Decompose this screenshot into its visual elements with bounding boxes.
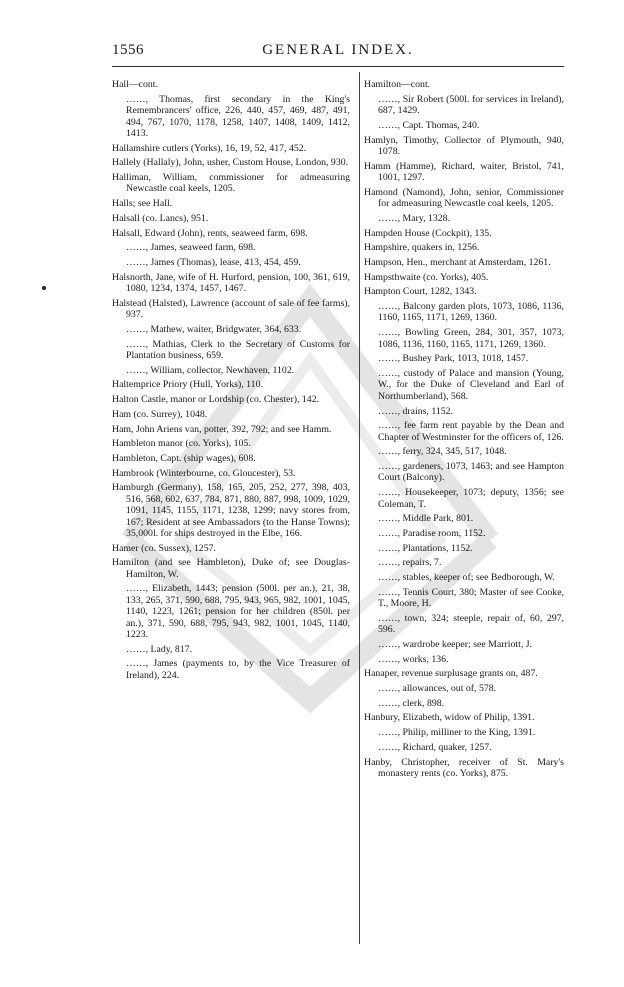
index-entry: Halton Castle, manor or Lordship (co. Chester), 142. bbox=[112, 394, 320, 406]
index-entry: Halls; see Hall. bbox=[112, 198, 173, 210]
index-entry: ……, Elizabeth, 1443; pension (500l. per an.), 21, 38, 133, 265, 371, 590, 688, 795, 943, 965, 982, 1001, 1045, 1140, 1223, 1261; pension for her children (850l. per an.), 371, 590, 688, 795, 943, 982, 1001, 1045, 1140, 1223. bbox=[126, 583, 350, 641]
index-entry: Halsall, Edward (John), rents, seaweed farm, 698. bbox=[112, 227, 308, 239]
index-entry: Hambrook (Winterbourne, co. Gloucester), 53. bbox=[112, 467, 296, 479]
page-number: 1556 bbox=[112, 42, 144, 58]
index-entry: Hampshire, quakers in, 1256. bbox=[364, 242, 480, 254]
index-entry: Halsall (co. Lancs), 951. bbox=[112, 212, 209, 224]
index-entry: ……, Paradise room, 1152. bbox=[378, 527, 486, 539]
index-entry: ……, clerk, 898. bbox=[378, 697, 445, 709]
left-column bbox=[112, 79, 350, 685]
index-entry: ……, Bowling Green, 284, 301, 357, 1073, 1086, 1136, 1160, 1165, 1171, 1269, 1360. bbox=[378, 327, 564, 350]
index-entry: ……, town, 324; steeple, repair of, 60, 297, 596. bbox=[378, 612, 564, 636]
margin-mark bbox=[42, 286, 46, 290]
right-column bbox=[364, 79, 564, 783]
index-entry: ……, William, collector, Newhaven, 1102. bbox=[126, 364, 295, 376]
index-entry: ……, ferry, 324, 345, 517, 1048. bbox=[378, 446, 507, 458]
index-entry: ……, Tennis Court, 380; Master of see Cooke, T., Moore, H. bbox=[378, 586, 564, 610]
column-divider bbox=[359, 72, 360, 944]
index-entry: Ham, John Ariens van, potter, 392, 792; and see Hamm. bbox=[112, 423, 332, 435]
index-entry: Ham (co. Surrey), 1048. bbox=[112, 408, 208, 420]
index-entry: ……, Bushey Park, 1013, 1018, 1457. bbox=[378, 353, 529, 365]
index-entry: Hamilton—cont. bbox=[364, 79, 431, 90]
index-entry: ……, custody of Palace and mansion (Young, W., for the Duke of Cleveland and Earl of Northumberland), 568. bbox=[378, 367, 564, 402]
index-entry: ……, Philip, milliner to the King, 1391. bbox=[378, 727, 536, 739]
index-entry: Hallely (Hallaly), John, usher, Custom House, London, 930. bbox=[112, 157, 349, 169]
index-entry: ……, Housekeeper, 1073; deputy, 1356; see Coleman, T. bbox=[378, 487, 564, 510]
index-entry: Hampsthwaite (co. Yorks), 405. bbox=[364, 271, 489, 283]
index-entry: Hambleton manor (co. Yorks), 105. bbox=[112, 438, 251, 450]
index-entry: Hamilton (and see Hambleton), Duke of; see Douglas-Hamilton, W. bbox=[112, 557, 350, 580]
index-entry: Halliman, William, commissioner for admeasuring Newcastle coal keels, 1205. bbox=[112, 172, 350, 195]
index-entry: ……, Sir Robert (500l. for services in Ireland), 687, 1429. bbox=[378, 93, 564, 117]
header-rule bbox=[112, 66, 564, 67]
index-entry: Haltemprice Priory (Hull, Yorks), 110. bbox=[112, 379, 263, 391]
index-entry: ……, Capt. Thomas, 240. bbox=[378, 119, 480, 131]
index-entry: ……, Middle Park, 801. bbox=[378, 513, 474, 525]
index-entry: ……, drains, 1152. bbox=[378, 405, 454, 417]
index-entry: Halstead (Halsted), Lawrence (account of sale of fee farms), 937. bbox=[112, 297, 350, 321]
index-entry: ……, Plantations, 1152. bbox=[378, 542, 473, 554]
index-entry: Hamond (Namond), John, senior, Commissioner for admeasuring Newcastle coal keels, 1205. bbox=[364, 186, 564, 210]
index-entry: Hamlyn, Timothy, Collector of Plymouth, 940, 1078. bbox=[364, 134, 564, 157]
index-entry: Hamm (Hamme), Richard, waiter, Bristol, 741, 1001, 1297. bbox=[364, 160, 564, 184]
index-entry: Hall—cont. bbox=[112, 79, 158, 90]
page-header bbox=[112, 42, 564, 62]
index-entry: ……, James, seaweed farm, 698. bbox=[126, 242, 256, 254]
index-entry: ……, Mathias, Clerk to the Secretary of Customs for Plantation business, 659. bbox=[126, 338, 350, 361]
index-entry: Hanaper, revenue surplusage grants on, 487. bbox=[364, 668, 538, 680]
index-entry: ……, gardeners, 1073, 1463; and see Hampton Court (Balcony). bbox=[378, 461, 564, 484]
index-entry: ……, Thomas, first secondary in the King's Remembrancers' office, 226, 440, 457, 469, 487, 491, 494, 767, 1070, 1178, 1258, 1407, 1408, 1409, 1412, 1413. bbox=[126, 93, 350, 139]
index-entry: ……, James (payments to, by the Vice Treasurer of Ireland), 224. bbox=[126, 658, 350, 681]
index-entry: ……, Balcony garden plots, 1073, 1086, 1136, 1160, 1165, 1171, 1269, 1360. bbox=[378, 301, 564, 324]
index-entry: ……, wardrobe keeper; see Marriott, J. bbox=[378, 638, 532, 650]
index-entry: ……, Lady, 817. bbox=[126, 643, 193, 655]
index-entry: Hanbury, Elizabeth, widow of Philip, 1391. bbox=[364, 712, 535, 724]
index-entry: Hamburgh (Germany), 158, 165, 205, 252, 277, 398, 403, 516, 568, 602, 637, 784, 871, 880, 887, 998, 1009, 1029, 1091, 1145, 1155, 1171, 1238, 1299; navy stores from, 167; Resident at see Ambassadors (to the Hanse Towns); 35,000l. for ships destroyed in the Elbe, 166. bbox=[112, 482, 350, 539]
index-entry: ……, fee farm rent payable by the Dean and Chapter of Westminster for the officers of, 126. bbox=[378, 420, 564, 443]
index-entry: ……, repairs, 7. bbox=[378, 557, 442, 569]
index-entry: ……, allowances, out of, 578. bbox=[378, 683, 497, 695]
index-entry: Hamer (co. Sussex), 1257. bbox=[112, 542, 216, 554]
index-entry: Hambleton, Capt. (ship wages), 608. bbox=[112, 452, 256, 464]
index-entry: Hallamshire cutlers (Yorks), 16, 19, 52, 417, 452. bbox=[112, 142, 307, 154]
index-entry: ……, James (Thomas), lease, 413, 454, 459. bbox=[126, 256, 301, 268]
index-entry: Hampson, Hen., merchant at Amsterdam, 1261. bbox=[364, 256, 551, 268]
index-entry: Hampton Court, 1282, 1343. bbox=[364, 286, 477, 298]
index-entry: Hampden House (Cockpit), 135. bbox=[364, 227, 492, 239]
index-entry: ……, Mary, 1328. bbox=[378, 212, 451, 224]
index-entry: Hanby, Christopher, receiver of St. Mary's monastery rents (co. Yorks), 875. bbox=[364, 756, 564, 779]
index-entry: ……, stables, keeper of; see Bedborough, W. bbox=[378, 572, 555, 584]
index-entry: Halsnorth, Jane, wife of H. Hurford, pension, 100, 361, 619, 1080, 1234, 1374, 1457, 1467. bbox=[112, 271, 350, 295]
index-entry: ……, works, 136. bbox=[378, 653, 449, 665]
index-entry: ……, Richard, quaker, 1257. bbox=[378, 741, 492, 753]
index-entry: ……, Mathew, waiter, Bridgwater, 364, 633. bbox=[126, 323, 302, 335]
running-title: GENERAL INDEX. bbox=[262, 42, 414, 58]
